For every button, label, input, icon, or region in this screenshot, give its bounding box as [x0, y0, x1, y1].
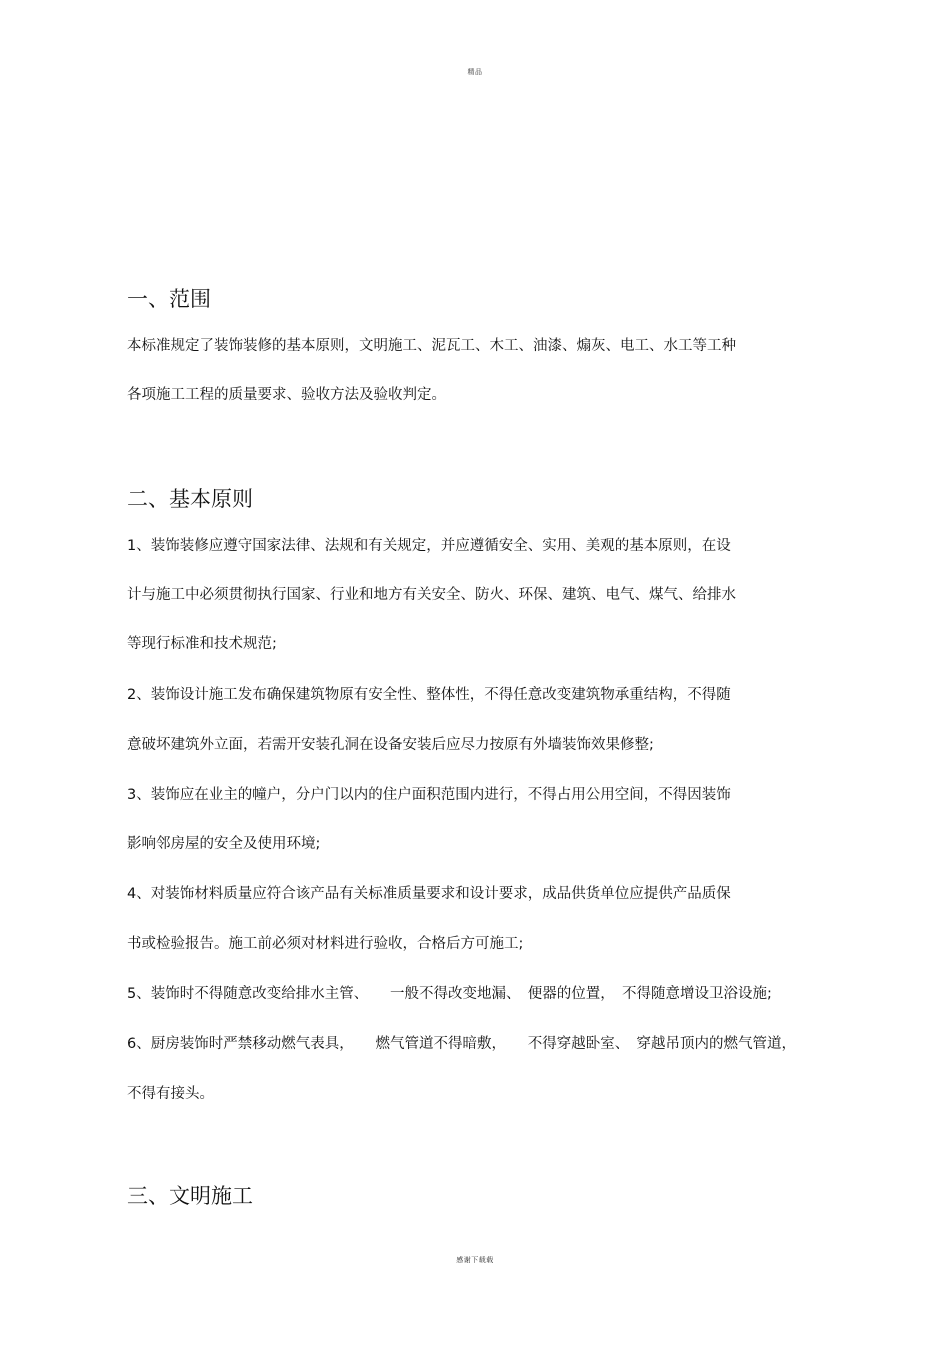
- paragraph-line: 2、装饰设计施工发布确保建筑物原有安全性、整体性，不得任意改变建筑物承重结构，不得随: [127, 687, 731, 703]
- paragraph-line: 6、厨房装饰时严禁移动燃气表具， 燃气管道不得暗敷， 不得穿越卧室、 穿越吊顶内的燃气管道，: [127, 1036, 796, 1052]
- paragraph-line: 5、装饰时不得随意改变给排水主管、 一般不得改变地漏、 便器的位置， 不得随意增设卫浴设施;: [127, 986, 772, 1002]
- paragraph-line: 书或检验报告。施工前必须对材料进行验收，合格后方可施工;: [127, 936, 524, 952]
- paragraph-line: 本标准规定了装饰装修的基本原则，文明施工、泥瓦工、木工、油漆、煽灰、电工、水工等工种: [127, 338, 736, 354]
- paragraph-line: 1、装饰装修应遵守国家法律、法规和有关规定，并应遵循安全、实用、美观的基本原则，在设: [127, 538, 731, 554]
- section-heading-civilized-construction: 三、文明施工: [127, 1184, 253, 1208]
- paragraph-line: 4、对装饰材料质量应符合该产品有关标准质量要求和设计要求，成品供货单位应提供产品质保: [127, 886, 731, 902]
- paragraph-line: 不得有接头。: [127, 1086, 214, 1102]
- paragraph-line: 各项施工工程的质量要求、验收方法及验收判定。: [127, 387, 446, 403]
- paragraph-line: 3、装饰应在业主的幢户，分户门以内的住户面积范围内进行，不得占用公用空间，不得因装饰: [127, 787, 731, 803]
- paragraph-line: 计与施工中必须贯彻执行国家、行业和地方有关安全、防火、环保、建筑、电气、煤气、给排水: [127, 587, 736, 603]
- paragraph-line: 等现行标准和技术规范;: [127, 636, 277, 652]
- paragraph-line: 影响邻房屋的安全及使用环境;: [127, 836, 321, 852]
- section-heading-scope: 一、范围: [127, 287, 211, 311]
- paragraph-line: 意破坏建筑外立面，若需开安装孔洞在设备安装后应尽力按原有外墙装饰效果修整;: [127, 737, 654, 753]
- page-header: 精品: [467, 68, 483, 76]
- section-heading-principles: 二、基本原则: [127, 487, 253, 511]
- page-footer: 感谢下载载: [456, 1256, 494, 1264]
